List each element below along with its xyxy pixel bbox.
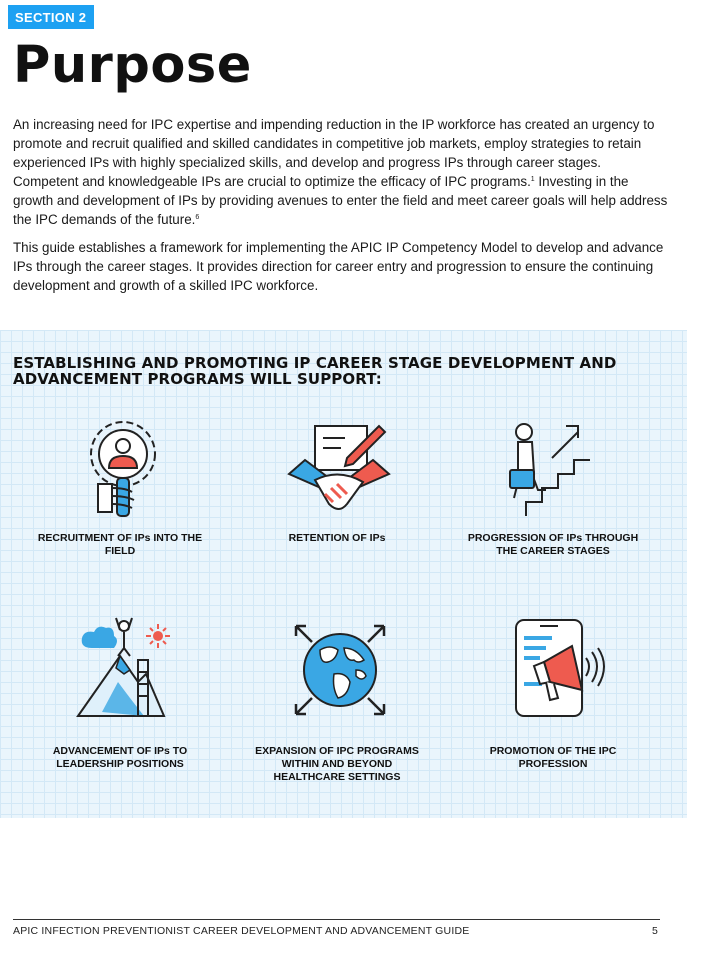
globe-expansion-icon	[290, 620, 390, 720]
reference-marker: 1	[530, 176, 535, 183]
panel-heading	[13, 355, 653, 387]
caption-line: THE CAREER STAGES	[496, 545, 610, 557]
reference-marker: 6	[195, 214, 200, 221]
caption-line: WITHIN AND BEYOND	[281, 758, 393, 770]
footer-divider	[13, 919, 660, 920]
stair-climber-icon	[498, 418, 602, 522]
expansion-caption	[237, 745, 437, 784]
progression-caption	[453, 532, 653, 558]
intro-text-b: Investing in the growth and development of IPs by providing avenues to enter the field and meet career goals will help address the IPC demands of the future.	[13, 174, 668, 227]
intro-text-a: An increasing need for IPC expertise and impending reduction in the IP workforce has created an urgency to promote and recruit qualified and skilled candidates in competitive job markets, employ strategies to retain experienced IPs with highly specialized skills, and develop and progress IPs through career stages. Competent and knowledgeable IPs are crucial to optimize the efficacy of IPC programs.	[13, 117, 655, 189]
framework-paragraph: This guide establishes a framework for implementing the APIC IP Competency Model to develop and advance IPs through the career stages. It provides direction for career entry and progression to ensure the continuing development and growth of a skilled IPC workforce.	[13, 240, 664, 293]
caption-line: HEALTHCARE SETTINGS	[273, 771, 401, 783]
caption-line: FIELD	[104, 545, 136, 557]
magnifier-person-icon	[78, 418, 168, 526]
retention-caption	[237, 532, 437, 545]
recruitment-caption	[20, 532, 220, 558]
handshake-contract-icon	[285, 418, 393, 522]
page-number: 5	[652, 925, 658, 937]
intro-paragraph	[13, 115, 668, 229]
caption-line: RETENTION OF IPs	[288, 532, 386, 544]
caption-line: LEADERSHIP POSITIONS	[56, 758, 184, 770]
caption-line: PROMOTION OF THE IPC	[489, 745, 617, 757]
caption-line: EXPANSION OF IPC PROGRAMS	[255, 745, 419, 757]
panel-heading-line: ADVANCEMENT PROGRAMS WILL SUPPORT:	[13, 370, 382, 388]
advancement-caption	[20, 745, 220, 771]
phone-megaphone-icon	[510, 618, 610, 718]
mountain-summit-icon	[72, 612, 172, 722]
footer-guide-title: APIC INFECTION PREVENTIONIST CAREER DEVELOPMENT AND ADVANCEMENT GUIDE	[13, 925, 470, 937]
panel-heading-line: ESTABLISHING AND PROMOTING IP CAREER STAGE DEVELOPMENT AND	[13, 354, 617, 372]
page-title: Purpose	[13, 36, 252, 95]
caption-line: PROFESSION	[518, 758, 588, 770]
caption-line: RECRUITMENT OF IPs INTO THE	[37, 532, 203, 544]
promotion-caption	[453, 745, 653, 771]
caption-line: PROGRESSION OF IPs THROUGH	[467, 532, 639, 544]
caption-line: ADVANCEMENT OF IPs TO	[52, 745, 188, 757]
section-label: SECTION 2	[8, 5, 94, 29]
